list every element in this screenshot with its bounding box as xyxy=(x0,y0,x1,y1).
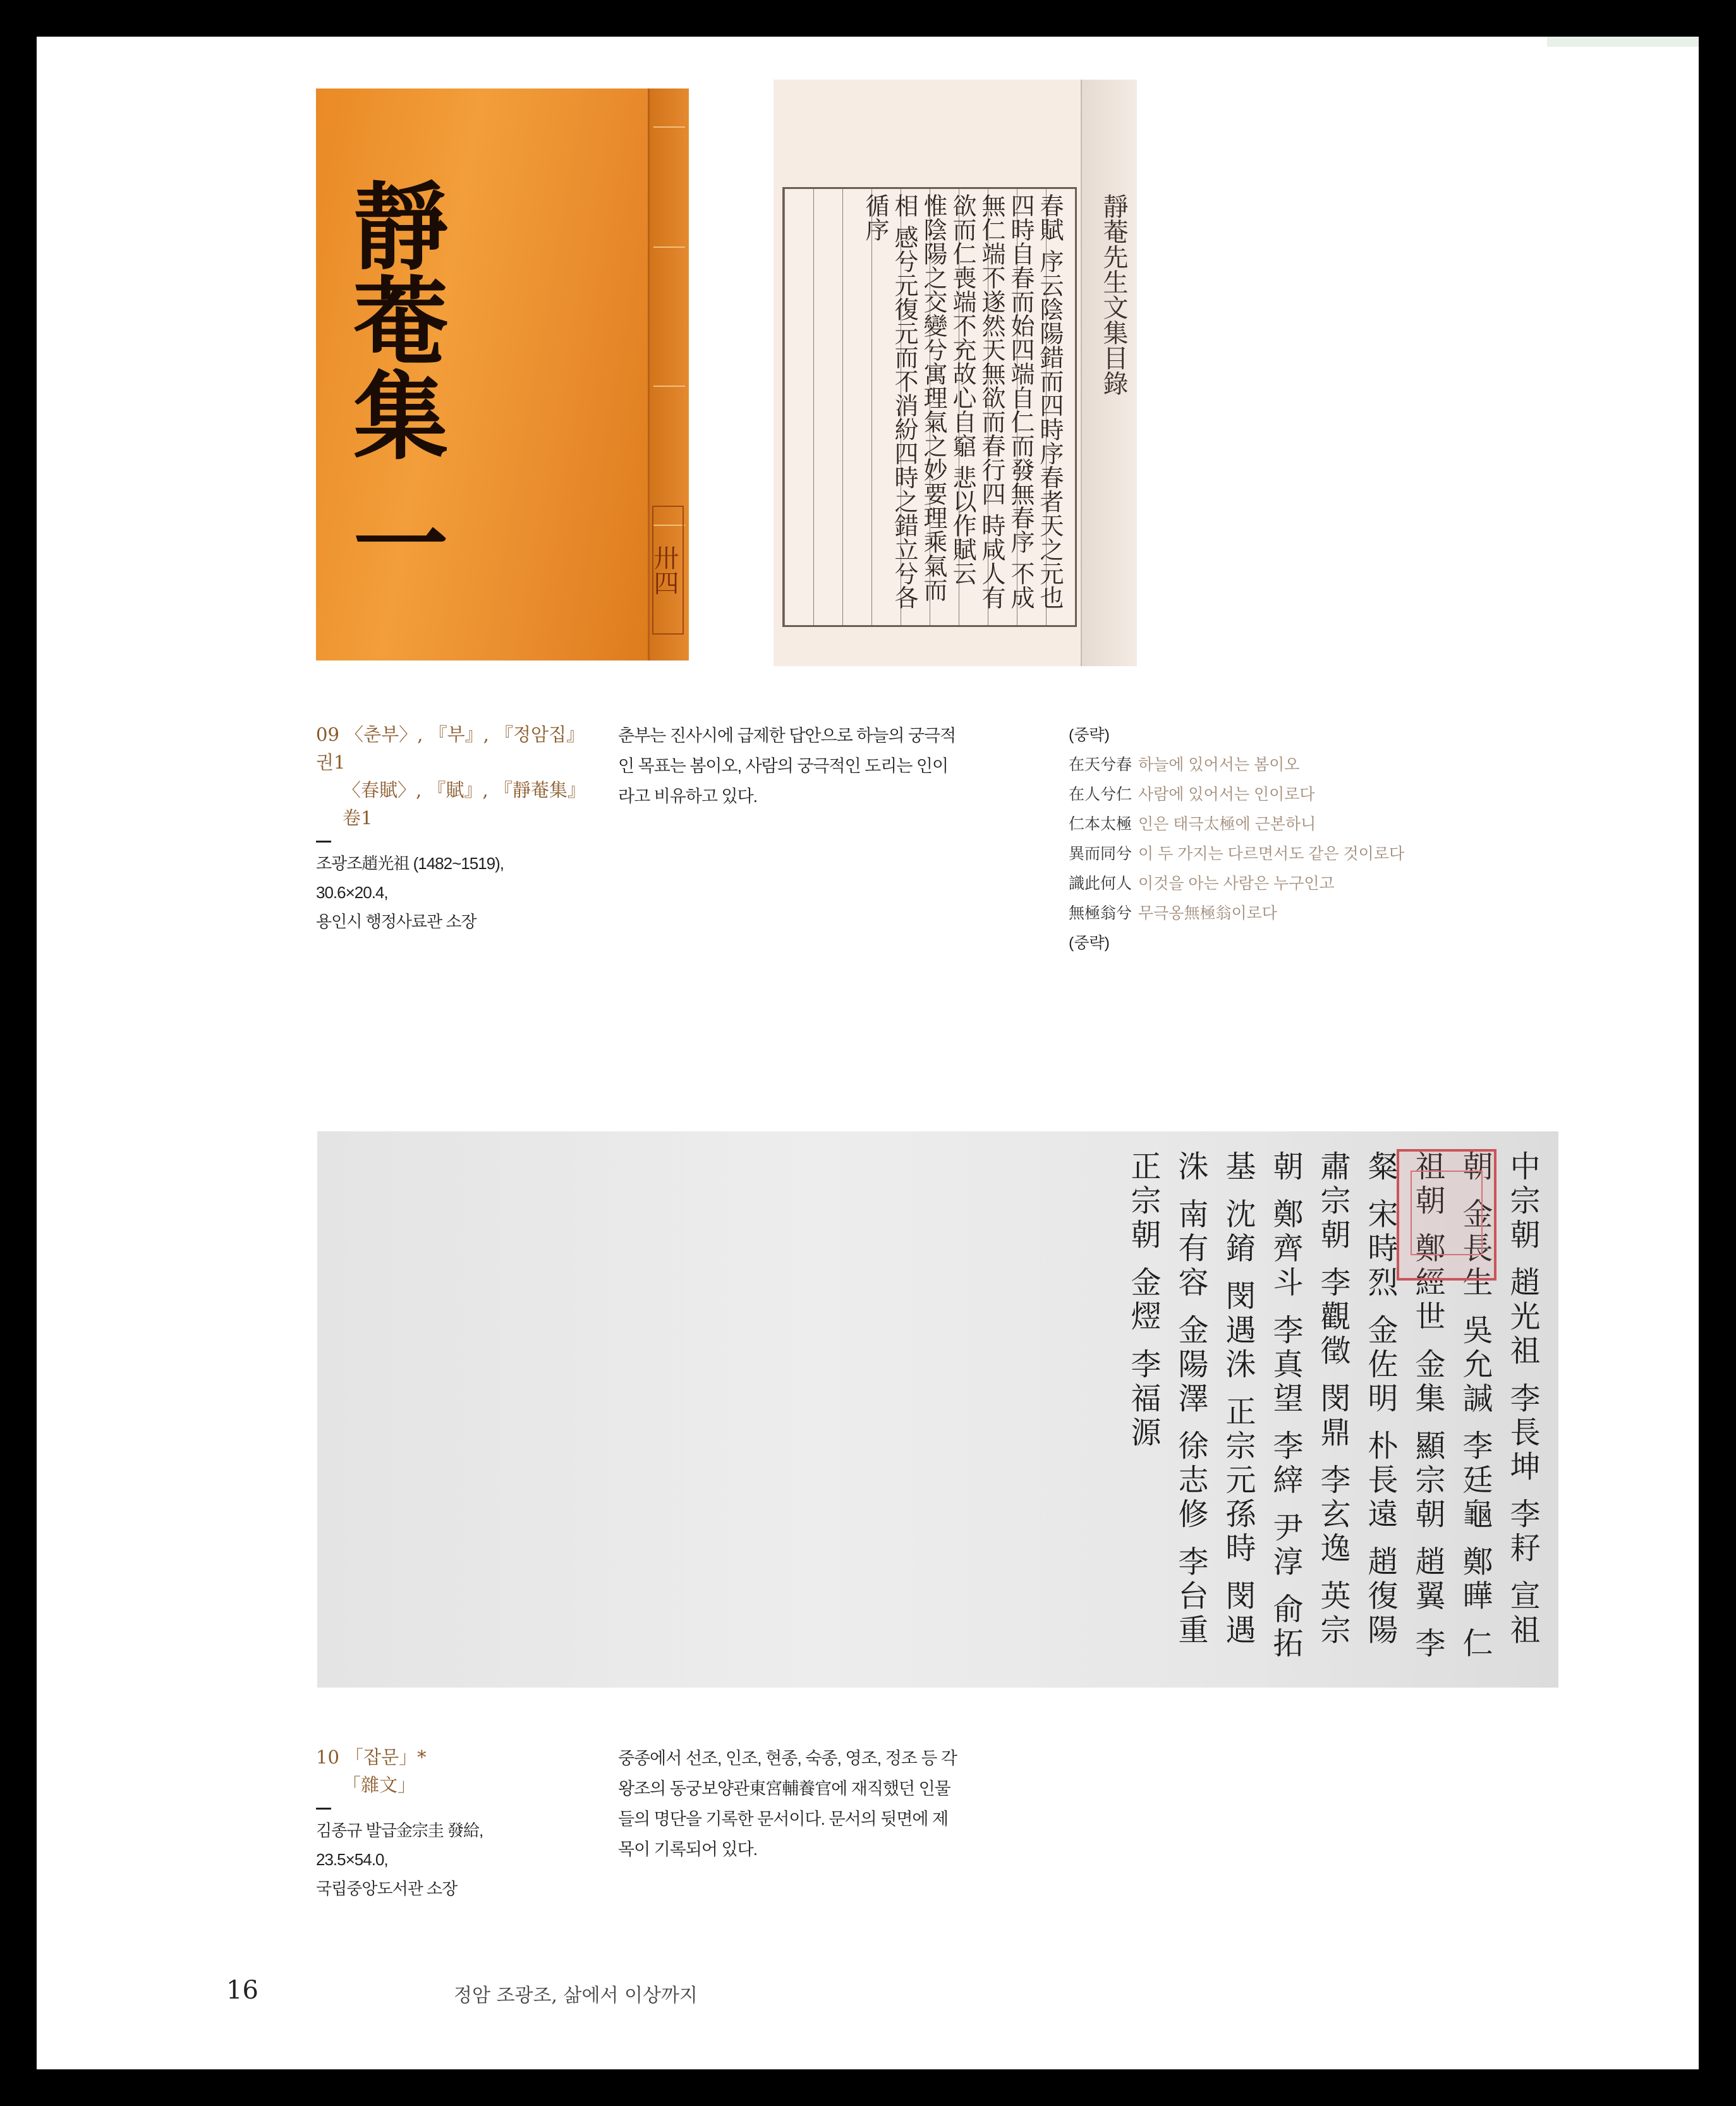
document-text: 中宗朝 趙光祖 李長坤 李耔 宣祖朝 金長生 吳允諴 李廷龜 鄭曄 仁祖朝 鄭經世 金集 顯宗朝 趙翼 李粲 宋時烈 金佐明 朴長遠 趙復陽 肅宗朝 李觀徵 閔鼎 李玄逸 英宗朝 鄭齊斗 李真望 李縡 尹淳 俞拓基 沈錥 閔遇洙 正宗元孫時 閔遇洙 南有容 金陽澤 徐志修 李台重 正宗朝 金熤 李福源 xyxy=(1126,1150,1540,1662)
description-09: 춘부는 진사시에 급제한 답안으로 하늘의 궁극적인 목표는 봄이오, 사람의 궁극적인 도리는 인이라고 비유하고 있다. xyxy=(618,726,956,806)
poem-close: (중략) xyxy=(1069,934,1110,952)
caption-10-title xyxy=(316,1743,581,1771)
caption-10-collection: 국립중앙도서관 소장 xyxy=(316,1879,458,1898)
poem-excerpt xyxy=(1069,721,1404,958)
poem-translation: 인은 태극太極에 근본하니 xyxy=(1138,815,1316,833)
caption-10-title-hanja: 「雜文」 xyxy=(343,1774,416,1796)
poem-translation: 이 두 가지는 다르면서도 같은 것이로다 xyxy=(1138,845,1405,863)
poem-row xyxy=(1069,899,1404,928)
book-page-photo xyxy=(774,80,1137,666)
caption-10-size: 23.5×54.0, xyxy=(316,1850,388,1869)
poem-hanja: 異而同兮 xyxy=(1069,845,1132,863)
cover-title: 靜菴集 一 xyxy=(337,177,447,590)
poem-row xyxy=(1069,839,1404,869)
page-number: 16 xyxy=(226,1976,258,2005)
poem-row xyxy=(1069,810,1404,839)
poem-translation: 하늘에 있어서는 봄이오 xyxy=(1138,756,1300,774)
caption-09-number: 09 xyxy=(316,724,339,745)
caption-09-title xyxy=(316,721,581,776)
poem-hanja: 在天兮春 xyxy=(1069,756,1132,774)
poem-hanja: 在人兮仁 xyxy=(1069,786,1132,803)
poem-translation: 이것을 아는 사람은 누구인고 xyxy=(1138,875,1335,892)
book-cover-photo xyxy=(316,88,689,660)
caption-10-divider xyxy=(316,1808,331,1810)
caption-09-title-hanja: 〈春賦〉, 『賦』, 『靜菴集』卷1 xyxy=(343,779,577,829)
page-corner-mark xyxy=(1547,37,1699,47)
caption-09-author: 조광조趙光祖 (1482~1519), xyxy=(316,854,504,873)
caption-09-divider xyxy=(316,841,331,843)
caption-10-title-ko: 「잡문」* xyxy=(345,1746,427,1768)
running-title: 정암 조광조, 삶에서 이상까지 xyxy=(454,1985,698,2007)
description-10: 중종에서 선조, 인조, 현종, 숙종, 영조, 정조 등 각 왕조의 동궁보양관東宮輔養官에 재직했던 인물들의 명단을 기록한 문서이다. 문서의 뒷면에 제목이 기록되어 있다. xyxy=(618,1749,957,1859)
page xyxy=(37,37,1699,2069)
book-page-fold-text: 靜菴先生文集目錄 xyxy=(1099,193,1128,396)
book-page-text: 春賦 序云陰陽錯而四時序春者天之元也 四時自春而始四端自仁而發無春序 不成無仁端不遂然天無欲而春行四 時咸人有欲而仁喪端不充故心自竆 悲以作賦云 惟陰陽之交變兮寓理氣之妙要理乘氣而相 感兮元復元而不消紛四時之錯立兮各循序 xyxy=(861,193,1064,610)
caption-10-author: 김종규 발급金宗圭 發給, xyxy=(316,1821,483,1840)
caption-09-title-ko: 〈춘부〉, 『부』, 『정암집』권1 xyxy=(316,724,576,773)
cover-label: 卅四 xyxy=(652,506,684,635)
poem-row xyxy=(1069,780,1404,810)
caption-09 xyxy=(316,721,581,936)
document-photo xyxy=(317,1131,1558,1688)
caption-10-number: 10 xyxy=(316,1746,339,1768)
poem-translation: 무극옹無極翁이로다 xyxy=(1138,904,1277,922)
poem-hanja: 識此何人 xyxy=(1069,875,1132,892)
caption-10 xyxy=(316,1743,581,1903)
red-seal-stamp xyxy=(1397,1149,1496,1281)
caption-09-collection: 용인시 행정사료관 소장 xyxy=(316,912,476,931)
poem-translation: 사람에 있어서는 인이로다 xyxy=(1138,786,1315,803)
poem-hanja: 無極翁兮 xyxy=(1069,904,1132,922)
poem-open: (중략) xyxy=(1069,726,1110,744)
poem-row xyxy=(1069,750,1404,780)
poem-hanja: 仁本太極 xyxy=(1069,815,1132,833)
poem-row xyxy=(1069,869,1404,899)
caption-09-size: 30.6×20.4, xyxy=(316,883,388,902)
cover-binding xyxy=(648,88,689,660)
